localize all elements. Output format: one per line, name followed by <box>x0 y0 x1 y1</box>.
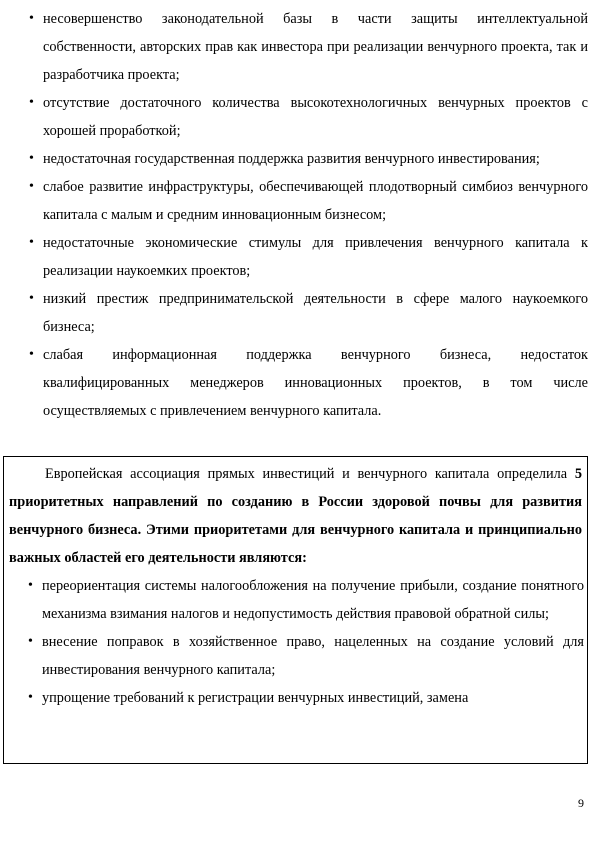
list-item: • несовершенство законодательной базы в части защиты интеллектуальной собственности, авторских прав как инвестора при реализации венчурного проекта, так и разработчика проекта; <box>0 5 596 89</box>
list-item: • упрощение требований к регистрации венчурных инвестиций, замена <box>4 684 587 712</box>
list-item: • внесение поправок в хозяйственное право, нацеленных на создание условий для инвестирования венчурного капитала; <box>4 628 587 684</box>
framed-paragraph <box>4 457 587 572</box>
paragraph-intro-text: Европейская ассоциация прямых инвестиций и венчурного капитала определила <box>45 466 575 482</box>
list-item: • низкий престиж предпринимательской деятельности в сфере малого наукоемкого бизнеса; <box>0 285 596 341</box>
priorities-list <box>4 572 587 712</box>
page-number: 9 <box>578 796 584 810</box>
paragraph-bold-text: 5 приоритетных направлений по созданию в России здоровой почвы для развития венчурного бизнеса. Этими приоритетами для венчурного капитала и принципиально важных областей его деятельности являются: <box>9 466 582 566</box>
framed-section <box>3 456 588 764</box>
list-item: • отсутствие достаточного количества высокотехнологичных венчурных проектов с хорошей проработкой; <box>0 89 596 145</box>
obstacles-list <box>0 5 596 425</box>
list-item: • недостаточные экономические стимулы для привлечения венчурного капитала к реализации наукоемких проектов; <box>0 229 596 285</box>
list-item: • слабое развитие инфраструктуры, обеспечивающей плодотворный симбиоз венчурного капитала с малым и средним инновационным бизнесом; <box>0 173 596 229</box>
list-item: • переориентация системы налогообложения на получение прибыли, создание понятного механизма взимания налогов и недопустимость действия правовой обратной силы; <box>4 572 587 628</box>
list-item: • слабая информационная поддержка венчурного бизнеса, недостаток квалифицированных менеджеров инновационных проектов, в том числе осуществляемых с привлечением венчурного капитала. <box>0 341 596 425</box>
list-item: • недостаточная государственная поддержка развития венчурного инвестирования; <box>0 145 596 173</box>
